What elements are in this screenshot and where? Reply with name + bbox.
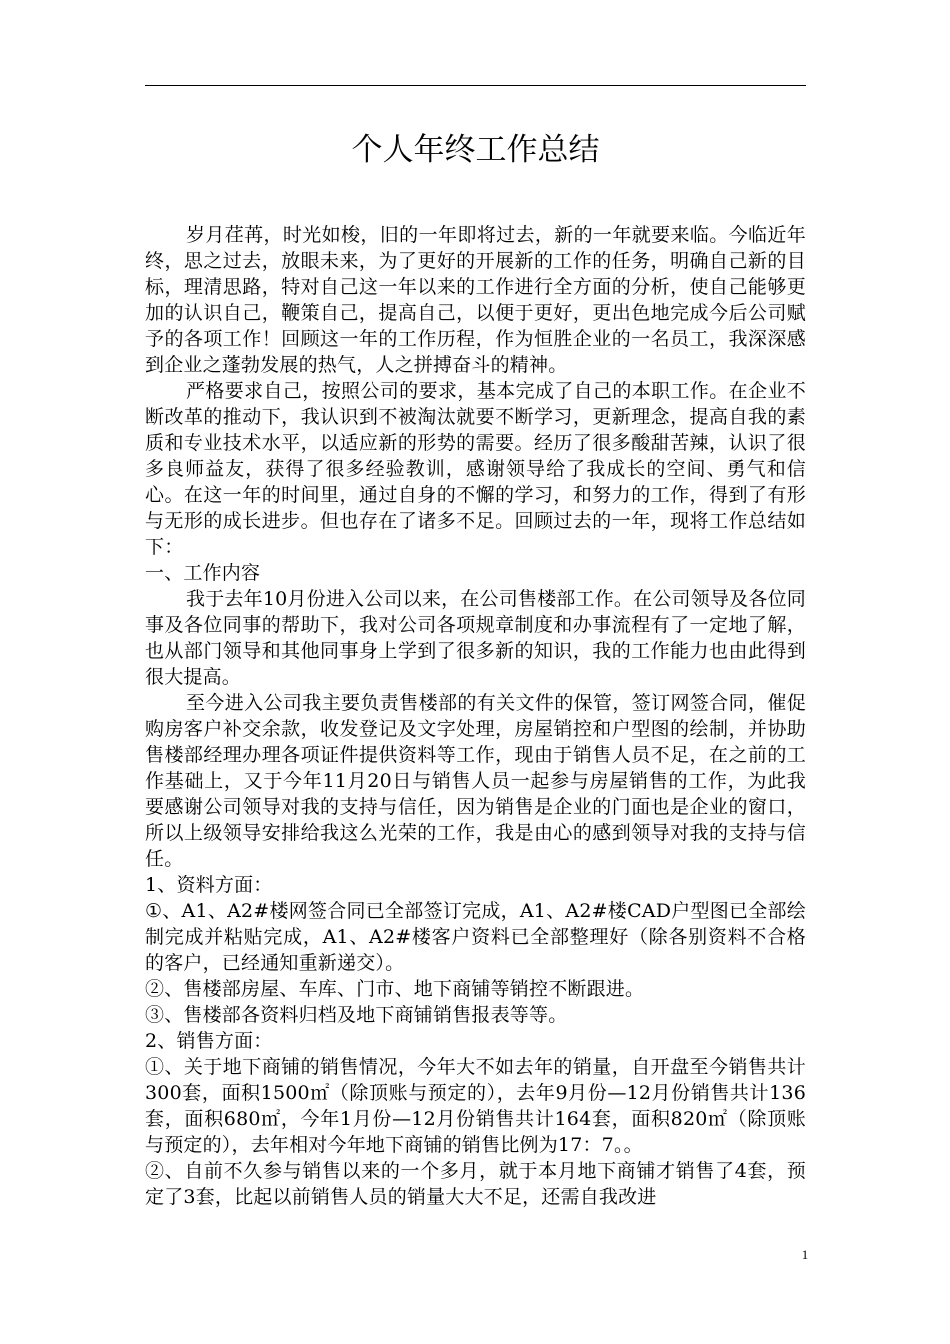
paragraph: 岁月荏苒，时光如梭，旧的一年即将过去，新的一年就要来临。今临近年终，思之过去，放眼未来，为了更好的开展新的工作的任务，明确自己新的目标，理清思路，特对自己这一年以来的工作进行全方面的分析，使自己能够更加的认识自己，鞭策自己，提高自己，以便于更好，更出色地完成今后公司赋予的各项工作！回顾这一年的工作历程，作为恒胜企业的一名员工，我深深感到企业之蓬勃发展的热气，人之拼搏奋斗的精神。	[145, 224, 806, 376]
subsection-heading: 2、销售方面：	[145, 1030, 273, 1052]
list-item: ①、A1、A2#楼网签合同已全部签订完成，A1、A2#楼CAD户型图已全部绘制完成并粘贴完成，A1、A2#楼客户资料已全部整理好（除各别资料不合格的客户，已经通知重新递交）。	[145, 900, 806, 974]
paragraph: 至今进入公司我主要负责售楼部的有关文件的保管，签订网签合同，催促购房客户补交余款，收发登记及文字处理，房屋销控和户型图的绘制，并协助售楼部经理办理各项证件提供资料等工作，现由于销售人员不足，在之前的工作基础上，又于今年11月20日与销售人员一起参与房屋销售的工作，为此我要感谢公司领导对我的支持与信任，因为销售是企业的门面也是企业的窗口，所以上级领导安排给我这么光荣的工作，我是由心的感到领导对我的支持与信任。	[145, 692, 806, 870]
paragraph: 严格要求自己，按照公司的要求，基本完成了自己的本职工作。在企业不断改革的推动下，我认识到不被淘汰就要不断学习，更新理念，提高自我的素质和专业技术水平，以适应新的形势的需要。经历了很多酸甜苦辣，认识了很多良师益友，获得了很多经验教训，感谢领导给了我成长的空间、勇气和信心。在这一年的时间里，通过自身的不懈的学习，和努力的工作，得到了有形与无形的成长进步。但也存在了诸多不足。回顾过去的一年，现将工作总结如下：	[145, 380, 806, 558]
page-number: 1	[801, 1247, 809, 1262]
list-item: ①、关于地下商铺的销售情况，今年大不如去年的销量，自开盘至今销售共计300套，面积1500㎡（除顶账与预定的），去年9月份—12月份销售共计136套，面积680㎡，今年1月份—12月份销售共计164套，面积820㎡（除顶账与预定的），去年相对今年地下商铺的销售比例为17：7。。	[145, 1056, 806, 1156]
list-item: ③、售楼部各资料归档及地下商铺销售报表等等。	[145, 1004, 568, 1026]
subsection-heading: 1、资料方面：	[145, 874, 273, 896]
list-item: ②、售楼部房屋、车库、门市、地下商铺等销控不断跟进。	[145, 978, 645, 1000]
list-item: ②、自前不久参与销售以来的一个多月，就于本月地下商铺才销售了4套，预定了3套，比起以前销售人员的销量大大不足，还需自我改进	[145, 1160, 806, 1208]
header-rule	[145, 85, 806, 86]
section-heading: 一、工作内容	[145, 562, 261, 584]
document-title: 个人年终工作总结	[351, 132, 600, 168]
document-body	[145, 222, 806, 1210]
paragraph: 我于去年10月份进入公司以来，在公司售楼部工作。在公司领导及各位同事及各位同事的帮助下，我对公司各项规章制度和办事流程有了一定地了解，也从部门领导和其他同事身上学到了很多新的知识，我的工作能力也由此得到很大提高。	[145, 588, 806, 688]
